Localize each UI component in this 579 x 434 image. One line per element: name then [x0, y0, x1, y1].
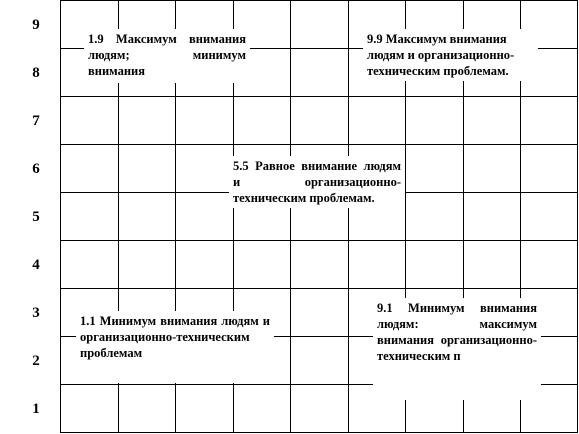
y-label-8: 8 — [32, 65, 40, 81]
note-9-1 — [373, 298, 541, 400]
y-label-5: 5 — [32, 209, 40, 225]
note-1-9-text: 1.9 Максимум внимания людям; минимум внимания — [88, 32, 250, 78]
note-5-5 — [229, 156, 405, 208]
y-label-1: 1 — [32, 401, 40, 417]
note-1-9 — [84, 29, 250, 83]
y-label-4: 4 — [32, 257, 40, 273]
note-5-5-text: 5.5 Равное внимание людям и организационно-техническим проблемам. — [233, 159, 405, 205]
note-1-1-text: 1.1 Минимум внимания людям и организационно-техническим проблемам — [80, 314, 274, 360]
y-label-3: 3 — [32, 305, 40, 321]
note-9-9 — [363, 29, 538, 81]
note-9-1-text: 9.1 Минимум внимания людям: максимум внимания организационно-техническим п — [377, 301, 541, 363]
y-label-2: 2 — [32, 353, 40, 369]
note-1-1 — [76, 311, 274, 383]
y-label-7: 7 — [32, 113, 40, 129]
note-9-9-text: 9.9 Максимум внимания людям и организационно-техническим проблемам. — [367, 32, 515, 78]
y-label-6: 6 — [32, 161, 40, 177]
y-label-9: 9 — [32, 17, 40, 33]
